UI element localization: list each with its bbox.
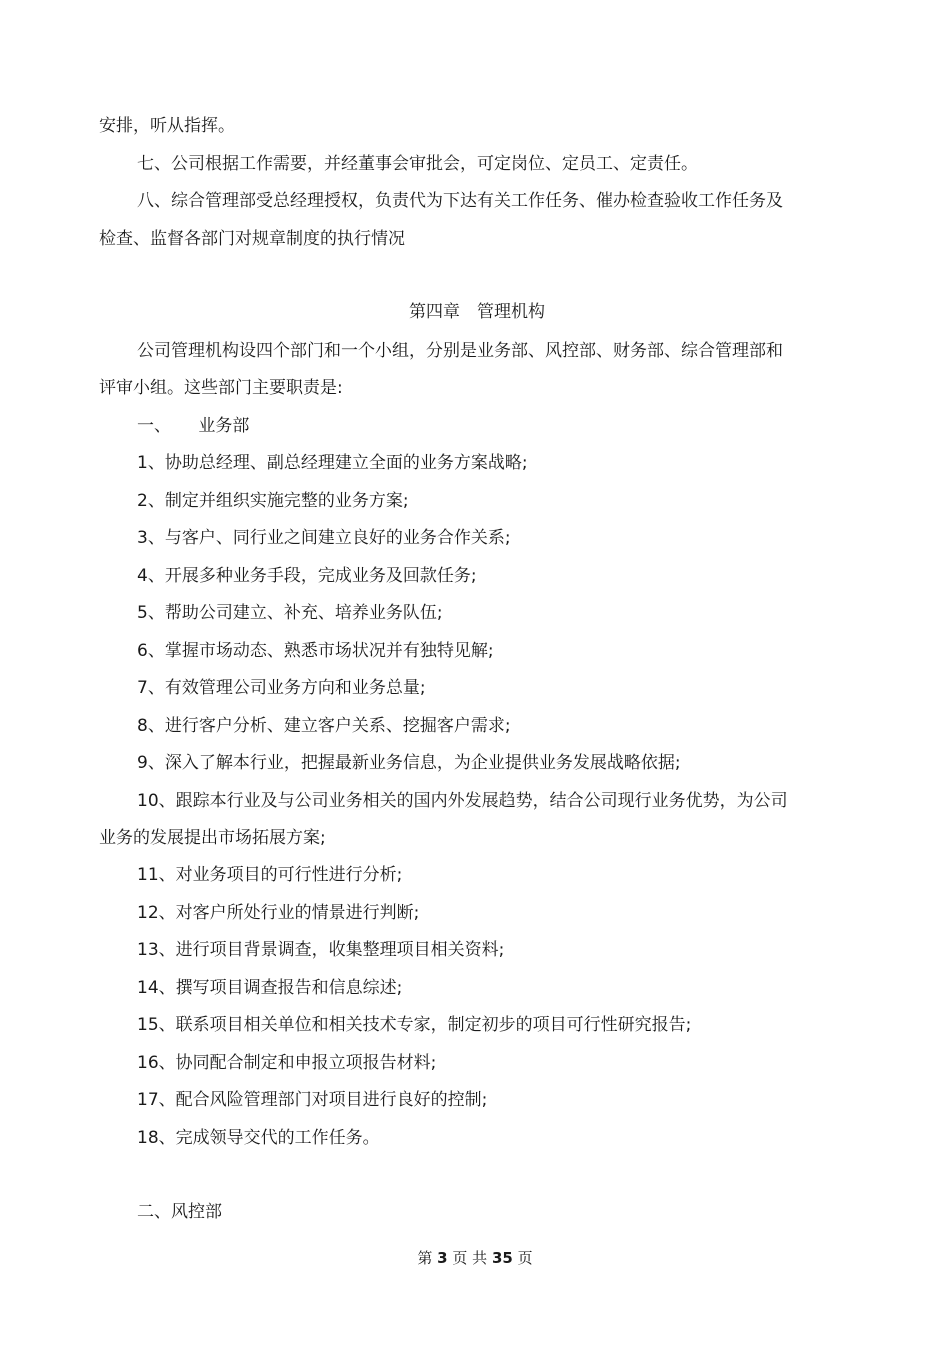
list-item: 17、配合风险管理部门对项目进行良好的控制; bbox=[137, 1090, 488, 1110]
section-label: 业务部 bbox=[198, 416, 250, 436]
footer-suffix: 页 bbox=[517, 1249, 533, 1267]
paragraph-item-7: 七、公司根据工作需要，并经董事会审批会，可定岗位、定员工、定责任。 bbox=[137, 154, 698, 174]
paragraph-item-8: 八、综合管理部受总经理授权，负责代为下达有关工作任务、催办检查验收工作任务及 bbox=[137, 191, 783, 211]
paragraph-line: 安排，听从指挥。 bbox=[99, 116, 235, 136]
section-heading-business bbox=[137, 414, 249, 438]
list-item: 14、撰写项目调查报告和信息综述; bbox=[137, 978, 403, 998]
list-item: 15、联系项目相关单位和相关技术专家，制定初步的项目可行性研究报告; bbox=[137, 1015, 692, 1035]
list-item: 1、协助总经理、副总经理建立全面的业务方案战略; bbox=[137, 453, 528, 473]
list-item: 13、进行项目背景调查，收集整理项目相关资料; bbox=[137, 940, 505, 960]
footer-page-number: 3 bbox=[437, 1249, 448, 1267]
list-item: 7、有效管理公司业务方向和业务总量; bbox=[137, 678, 426, 698]
footer-total-pages: 35 bbox=[491, 1249, 513, 1267]
list-item: 3、与客户、同行业之间建立良好的业务合作关系; bbox=[137, 528, 511, 548]
list-item: 16、协同配合制定和申报立项报告材料; bbox=[137, 1053, 437, 1073]
chapter-title: 第四章 管理机构 bbox=[409, 302, 545, 322]
section-number: 一、 bbox=[137, 416, 171, 436]
chapter-intro-continued: 评审小组。这些部门主要职责是: bbox=[99, 378, 343, 398]
list-item: 8、进行客户分析、建立客户关系、挖掘客户需求; bbox=[137, 716, 511, 736]
list-item: 5、帮助公司建立、补充、培养业务队伍; bbox=[137, 603, 443, 623]
list-item: 2、制定并组织实施完整的业务方案; bbox=[137, 491, 409, 511]
list-item: 10、跟踪本行业及与公司业务相关的国内外发展趋势，结合公司现行业务优势，为公司 bbox=[137, 791, 788, 811]
list-item: 11、对业务项目的可行性进行分析; bbox=[137, 865, 403, 885]
footer-mid: 页 共 bbox=[452, 1249, 488, 1267]
chapter-intro: 公司管理机构设四个部门和一个小组，分别是业务部、风控部、财务部、综合管理部和 bbox=[137, 341, 783, 361]
list-item: 18、完成领导交代的工作任务。 bbox=[137, 1128, 380, 1148]
list-item: 4、开展多种业务手段，完成业务及回款任务; bbox=[137, 566, 477, 586]
list-item: 12、对客户所处行业的情景进行判断; bbox=[137, 903, 420, 923]
section-heading-risk-control: 二、风控部 bbox=[137, 1202, 222, 1222]
paragraph-item-8-continued: 检查、监督各部门对规章制度的执行情况 bbox=[99, 229, 405, 249]
list-item: 9、深入了解本行业，把握最新业务信息，为企业提供业务发展战略依据; bbox=[137, 753, 681, 773]
list-item: 6、掌握市场动态、熟悉市场状况并有独特见解; bbox=[137, 641, 494, 661]
page-footer bbox=[0, 1247, 950, 1269]
footer-prefix: 第 bbox=[417, 1249, 433, 1267]
list-item-continued: 业务的发展提出市场拓展方案; bbox=[99, 828, 326, 848]
